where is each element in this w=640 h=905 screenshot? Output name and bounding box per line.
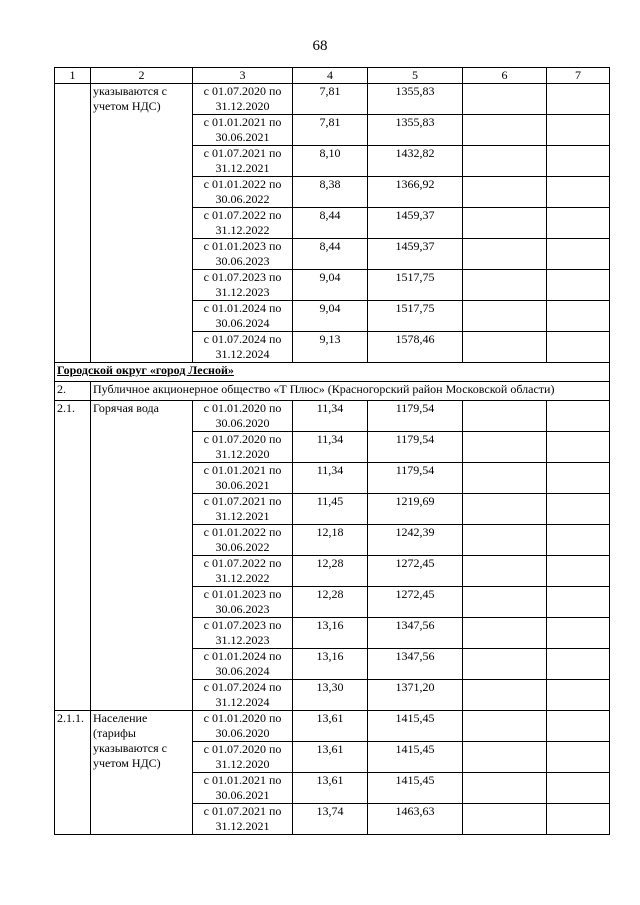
col6-empty-cell <box>463 742 547 773</box>
col5-value-cell: 1366,92 <box>368 177 463 208</box>
period-cell: с 01.07.2024 по 31.12.2024 <box>193 680 293 711</box>
col5-value-cell: 1517,75 <box>368 270 463 301</box>
col4-value-cell: 13,16 <box>293 618 368 649</box>
col7-empty-cell <box>547 115 610 146</box>
col4-value-cell: 9,13 <box>293 332 368 363</box>
period-cell: с 01.07.2023 по 31.12.2023 <box>193 270 293 301</box>
col5-value-cell: 1347,56 <box>368 618 463 649</box>
col6-empty-cell <box>463 208 547 239</box>
col7-empty-cell <box>547 742 610 773</box>
col5-value-cell: 1578,46 <box>368 332 463 363</box>
row-description-cell: Горячая вода <box>91 401 193 711</box>
header-cell: 1 <box>55 68 91 84</box>
period-cell: с 01.01.2023 по 30.06.2023 <box>193 239 293 270</box>
col5-value-cell: 1371,20 <box>368 680 463 711</box>
period-cell: с 01.07.2020 по 31.12.2020 <box>193 84 293 115</box>
col7-empty-cell <box>547 711 610 742</box>
col5-value-cell: 1355,83 <box>368 84 463 115</box>
col5-value-cell: 1432,82 <box>368 146 463 177</box>
col6-empty-cell <box>463 270 547 301</box>
col7-empty-cell <box>547 680 610 711</box>
col4-value-cell: 13,61 <box>293 773 368 804</box>
col5-value-cell: 1242,39 <box>368 525 463 556</box>
col5-value-cell: 1463,63 <box>368 804 463 835</box>
col6-empty-cell <box>463 332 547 363</box>
org-name-cell: Публичное акционерное общество «Т Плюс» (Красногорский район Московской области) <box>91 382 610 401</box>
organization-row <box>55 382 610 401</box>
col7-empty-cell <box>547 84 610 115</box>
header-cell: 7 <box>547 68 610 84</box>
col7-empty-cell <box>547 401 610 432</box>
col4-value-cell: 12,18 <box>293 525 368 556</box>
period-cell: с 01.07.2024 по 31.12.2024 <box>193 332 293 363</box>
col4-value-cell: 11,34 <box>293 463 368 494</box>
col6-empty-cell <box>463 84 547 115</box>
row-number-cell: 2.1.1. <box>55 711 91 835</box>
col6-empty-cell <box>463 239 547 270</box>
col4-value-cell: 8,38 <box>293 177 368 208</box>
col7-empty-cell <box>547 239 610 270</box>
col5-value-cell: 1347,56 <box>368 649 463 680</box>
col7-empty-cell <box>547 177 610 208</box>
tariff-table <box>54 67 610 835</box>
row-description-cell: указываются с учетом НДС) <box>91 84 193 363</box>
col6-empty-cell <box>463 146 547 177</box>
col7-empty-cell <box>547 432 610 463</box>
period-cell: с 01.01.2020 по 30.06.2020 <box>193 711 293 742</box>
section-title-cell <box>55 363 610 382</box>
col4-value-cell: 13,61 <box>293 742 368 773</box>
period-cell: с 01.01.2022 по 30.06.2022 <box>193 177 293 208</box>
section-row <box>55 363 610 382</box>
col7-empty-cell <box>547 804 610 835</box>
col4-value-cell: 7,81 <box>293 84 368 115</box>
row-number-cell: 2.1. <box>55 401 91 711</box>
period-cell: с 01.07.2020 по 31.12.2020 <box>193 432 293 463</box>
period-cell: с 01.07.2022 по 31.12.2022 <box>193 208 293 239</box>
col4-value-cell: 13,16 <box>293 649 368 680</box>
col7-empty-cell <box>547 773 610 804</box>
col5-value-cell: 1415,45 <box>368 742 463 773</box>
header-cell: 2 <box>91 68 193 84</box>
col4-value-cell: 11,34 <box>293 432 368 463</box>
col5-value-cell: 1355,83 <box>368 115 463 146</box>
org-number-cell: 2. <box>55 382 91 401</box>
period-cell: с 01.01.2020 по 30.06.2020 <box>193 401 293 432</box>
col6-empty-cell <box>463 773 547 804</box>
col4-value-cell: 8,44 <box>293 208 368 239</box>
row-number-cell <box>55 84 91 363</box>
col6-empty-cell <box>463 649 547 680</box>
section-title: Городской округ «город Лесной» <box>57 363 234 377</box>
row-description-cell: Население (тарифы указываются с учетом НДС) <box>91 711 193 835</box>
col7-empty-cell <box>547 208 610 239</box>
col4-value-cell: 11,34 <box>293 401 368 432</box>
col6-empty-cell <box>463 587 547 618</box>
col6-empty-cell <box>463 556 547 587</box>
period-cell: с 01.07.2021 по 31.12.2021 <box>193 804 293 835</box>
header-cell: 3 <box>193 68 293 84</box>
period-cell: с 01.07.2021 по 31.12.2021 <box>193 494 293 525</box>
col4-value-cell: 9,04 <box>293 270 368 301</box>
col4-value-cell: 8,44 <box>293 239 368 270</box>
period-cell: с 01.07.2021 по 31.12.2021 <box>193 146 293 177</box>
col7-empty-cell <box>547 556 610 587</box>
col6-empty-cell <box>463 177 547 208</box>
period-cell: с 01.01.2024 по 30.06.2024 <box>193 649 293 680</box>
col5-value-cell: 1459,37 <box>368 208 463 239</box>
col6-empty-cell <box>463 463 547 494</box>
col6-empty-cell <box>463 618 547 649</box>
period-cell: с 01.01.2022 по 30.06.2022 <box>193 525 293 556</box>
col7-empty-cell <box>547 332 610 363</box>
col6-empty-cell <box>463 494 547 525</box>
header-cell: 6 <box>463 68 547 84</box>
page-number: 68 <box>312 38 328 54</box>
table-row <box>55 401 610 432</box>
period-cell: с 01.01.2023 по 30.06.2023 <box>193 587 293 618</box>
col6-empty-cell <box>463 525 547 556</box>
col7-empty-cell <box>547 463 610 494</box>
col5-value-cell: 1459,37 <box>368 239 463 270</box>
col4-value-cell: 13,30 <box>293 680 368 711</box>
col4-value-cell: 13,61 <box>293 711 368 742</box>
col4-value-cell: 11,45 <box>293 494 368 525</box>
col6-empty-cell <box>463 432 547 463</box>
table-row <box>55 711 610 742</box>
col4-value-cell: 12,28 <box>293 587 368 618</box>
col6-empty-cell <box>463 680 547 711</box>
col7-empty-cell <box>547 587 610 618</box>
table-row <box>55 84 610 115</box>
header-cell: 4 <box>293 68 368 84</box>
col7-empty-cell <box>547 270 610 301</box>
header-cell: 5 <box>368 68 463 84</box>
col7-empty-cell <box>547 618 610 649</box>
period-cell: с 01.01.2021 по 30.06.2021 <box>193 115 293 146</box>
col6-empty-cell <box>463 804 547 835</box>
period-cell: с 01.07.2022 по 31.12.2022 <box>193 556 293 587</box>
col4-value-cell: 7,81 <box>293 115 368 146</box>
col7-empty-cell <box>547 301 610 332</box>
col7-empty-cell <box>547 525 610 556</box>
header-row <box>55 68 610 84</box>
col6-empty-cell <box>463 401 547 432</box>
col6-empty-cell <box>463 115 547 146</box>
col4-value-cell: 12,28 <box>293 556 368 587</box>
period-cell: с 01.01.2021 по 30.06.2021 <box>193 463 293 494</box>
col5-value-cell: 1415,45 <box>368 711 463 742</box>
col5-value-cell: 1219,69 <box>368 494 463 525</box>
period-cell: с 01.07.2020 по 31.12.2020 <box>193 742 293 773</box>
col5-value-cell: 1415,45 <box>368 773 463 804</box>
col5-value-cell: 1272,45 <box>368 587 463 618</box>
col5-value-cell: 1517,75 <box>368 301 463 332</box>
col7-empty-cell <box>547 146 610 177</box>
period-cell: с 01.07.2023 по 31.12.2023 <box>193 618 293 649</box>
col4-value-cell: 13,74 <box>293 804 368 835</box>
col5-value-cell: 1179,54 <box>368 432 463 463</box>
col6-empty-cell <box>463 711 547 742</box>
col5-value-cell: 1179,54 <box>368 463 463 494</box>
col4-value-cell: 8,10 <box>293 146 368 177</box>
col7-empty-cell <box>547 494 610 525</box>
period-cell: с 01.01.2021 по 30.06.2021 <box>193 773 293 804</box>
period-cell: с 01.01.2024 по 30.06.2024 <box>193 301 293 332</box>
col5-value-cell: 1179,54 <box>368 401 463 432</box>
col5-value-cell: 1272,45 <box>368 556 463 587</box>
col6-empty-cell <box>463 301 547 332</box>
col4-value-cell: 9,04 <box>293 301 368 332</box>
col7-empty-cell <box>547 649 610 680</box>
